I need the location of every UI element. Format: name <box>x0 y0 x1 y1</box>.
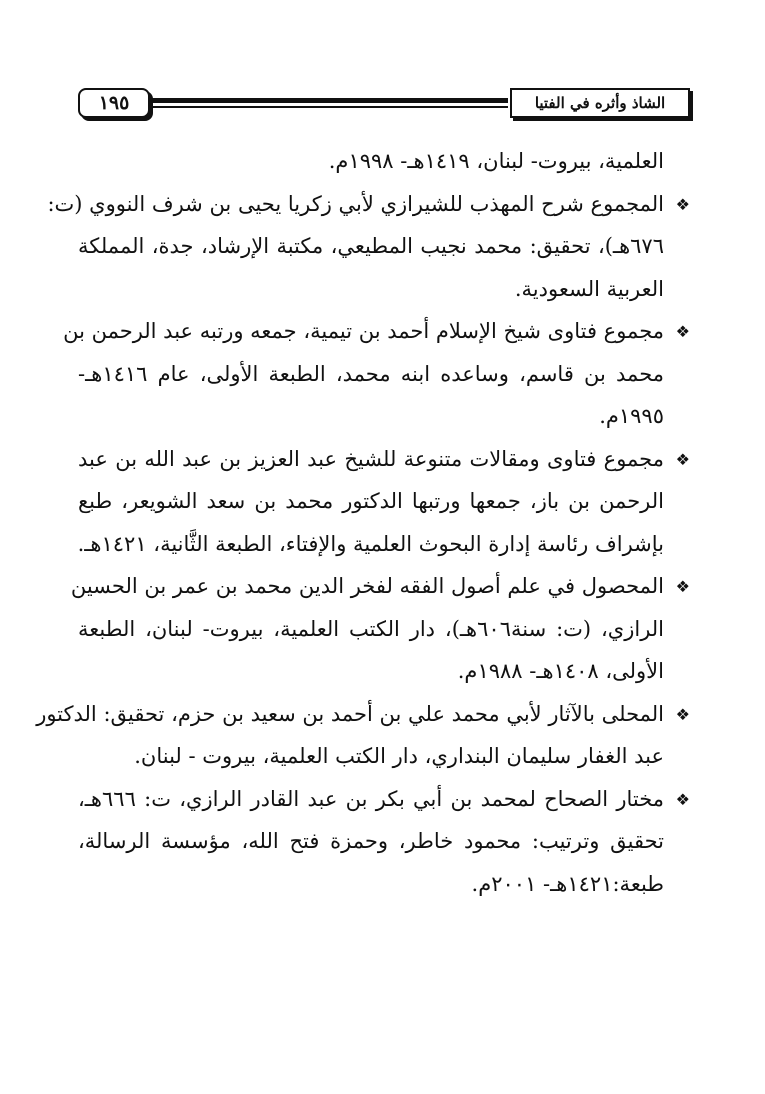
bibliography-entry <box>36 693 690 778</box>
page-number: ١٩٥ <box>78 88 150 118</box>
entry-line: ١٩٩٥م. <box>599 404 664 428</box>
entry-line: ❖المحلى بالآثار لأبي محمد علي بن أحمد بن سعيد بن حزم، تحقيق: الدكتور <box>78 693 690 736</box>
bullet-icon: ❖ <box>675 789 690 809</box>
bibliography-entry <box>70 565 690 693</box>
page-header <box>78 88 690 126</box>
entry-line: محمد بن قاسم، وساعده ابنه محمد، الطبعة الأولى، عام ١٤١٦هـ- <box>78 361 664 386</box>
entry-line: العربية السعودية. <box>514 276 664 301</box>
entry-line: عبد الغفار سليمان البنداري، دار الكتب العلمية، بيروت - لبنان. <box>134 744 664 768</box>
bibliography-entry <box>78 778 690 906</box>
bullet-icon: ❖ <box>675 194 690 214</box>
bibliography-entry <box>63 310 690 438</box>
bibliography-list <box>36 140 690 905</box>
entry-line: ٦٧٦هـ)، تحقيق: محمد نجيب المطيعي، مكتبة الإرشاد، جدة، المملكة <box>78 234 664 258</box>
bullet-icon: ❖ <box>675 577 690 596</box>
entry-line: ❖المجموع شرح المهذب للشيرازي لأبي زكريا يحيى بن شرف النووي (ت: <box>78 183 690 226</box>
bibliography-entry <box>78 140 690 183</box>
entry-line: ❖المحصول في علم أصول الفقه لفخر الدين محمد بن عمر بن الحسين <box>78 565 690 608</box>
entry-line: الأولى، ١٤٠٨هـ- ١٩٨٨م. <box>457 659 664 683</box>
bullet-icon: ❖ <box>675 322 690 341</box>
entry-line: ❖مختار الصحاح لمحمد بن أبي بكر بن عبد القادر الرازي، ت: ٦٦٦هـ، <box>78 778 690 821</box>
header-rule-thin <box>148 106 508 108</box>
entry-line: العلمية، بيروت- لبنان، ١٤١٩هـ- ١٩٩٨م. <box>328 149 664 173</box>
entry-line: طبعة:١٤٢١هـ- ٢٠٠١م. <box>471 871 664 896</box>
bibliography-entry <box>47 183 690 311</box>
bibliography-entry <box>78 438 690 566</box>
entry-line: ❖مجموع فتاوى شيخ الإسلام أحمد بن تيمية، جمعه ورتبه عبد الرحمن بن <box>78 310 690 353</box>
running-title: الشاذ وأثره في الفتيا <box>510 88 690 118</box>
entry-line: الرحمن بن باز، جمعها ورتبها الدكتور محمد بن سعد الشويعر، طبع <box>78 489 664 513</box>
header-rule <box>148 98 508 103</box>
entry-line: بإشراف رئاسة إدارة البحوث العلمية والإفتاء، الطبعة الثَّانية، ١٤٢١هـ. <box>77 531 664 556</box>
bullet-icon: ❖ <box>675 449 690 469</box>
entry-line: الرازي، (ت: سنة٦٠٦هـ)، دار الكتب العلمية، بيروت- لبنان، الطبعة <box>78 616 665 641</box>
entry-line: تحقيق وترتيب: محمود خاطر، وحمزة فتح الله، مؤسسة الرسالة، <box>78 829 664 853</box>
entry-line: ❖مجموع فتاوى ومقالات متنوعة للشيخ عبد العزيز بن عبد الله بن عبد <box>78 438 690 481</box>
bullet-icon: ❖ <box>675 704 690 724</box>
